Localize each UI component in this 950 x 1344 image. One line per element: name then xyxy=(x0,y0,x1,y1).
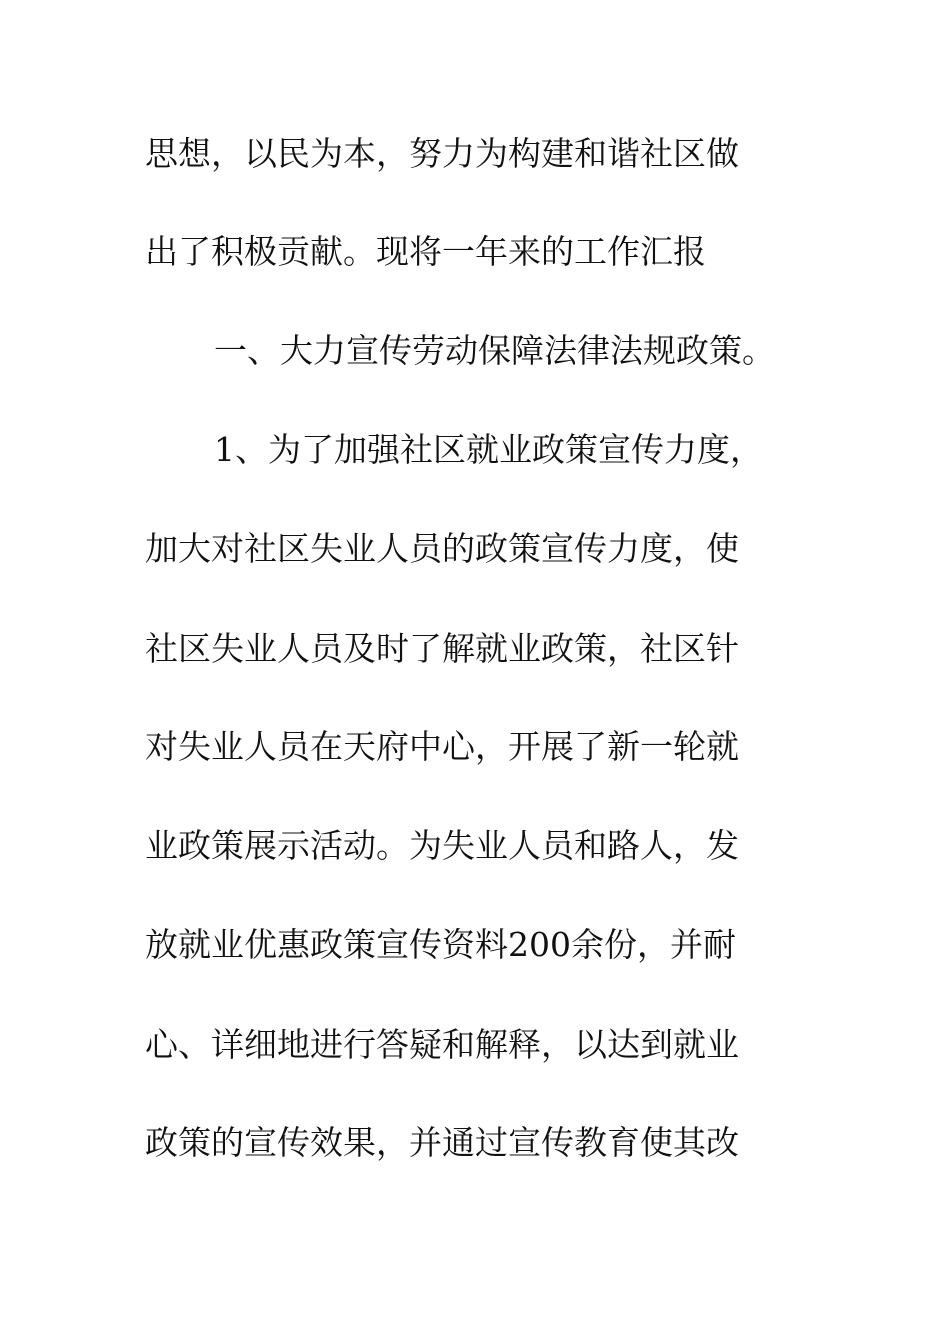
body-text-line-7: 对失业人员在天府中心，开展了新一轮就 xyxy=(145,727,739,766)
body-text-line-8: 业政策展示活动。为失业人员和路人，发 xyxy=(145,826,739,865)
body-text-line-4: 1、为了加强社区就业政策宣传力度， xyxy=(214,430,763,469)
body-text-line-2: 出了积极贡献。现将一年来的工作汇报 xyxy=(145,232,706,271)
body-text-line-6: 社区失业人员及时了解就业政策，社区针 xyxy=(145,629,739,668)
body-text-line-11: 政策的宣传效果，并通过宣传教育使其改 xyxy=(145,1123,739,1162)
body-text-line-9: 放就业优惠政策宣传资料200余份，并耐 xyxy=(145,925,736,964)
body-text-line-1: 思想，以民为本，努力为构建和谐社区做 xyxy=(145,134,739,173)
section-heading-1: 一、大力宣传劳动保障法律法规政策。 xyxy=(214,331,775,370)
body-text-line-10: 心、详细地进行答疑和解释，以达到就业 xyxy=(145,1025,739,1064)
body-text-line-5: 加大对社区失业人员的政策宣传力度，使 xyxy=(145,529,739,568)
